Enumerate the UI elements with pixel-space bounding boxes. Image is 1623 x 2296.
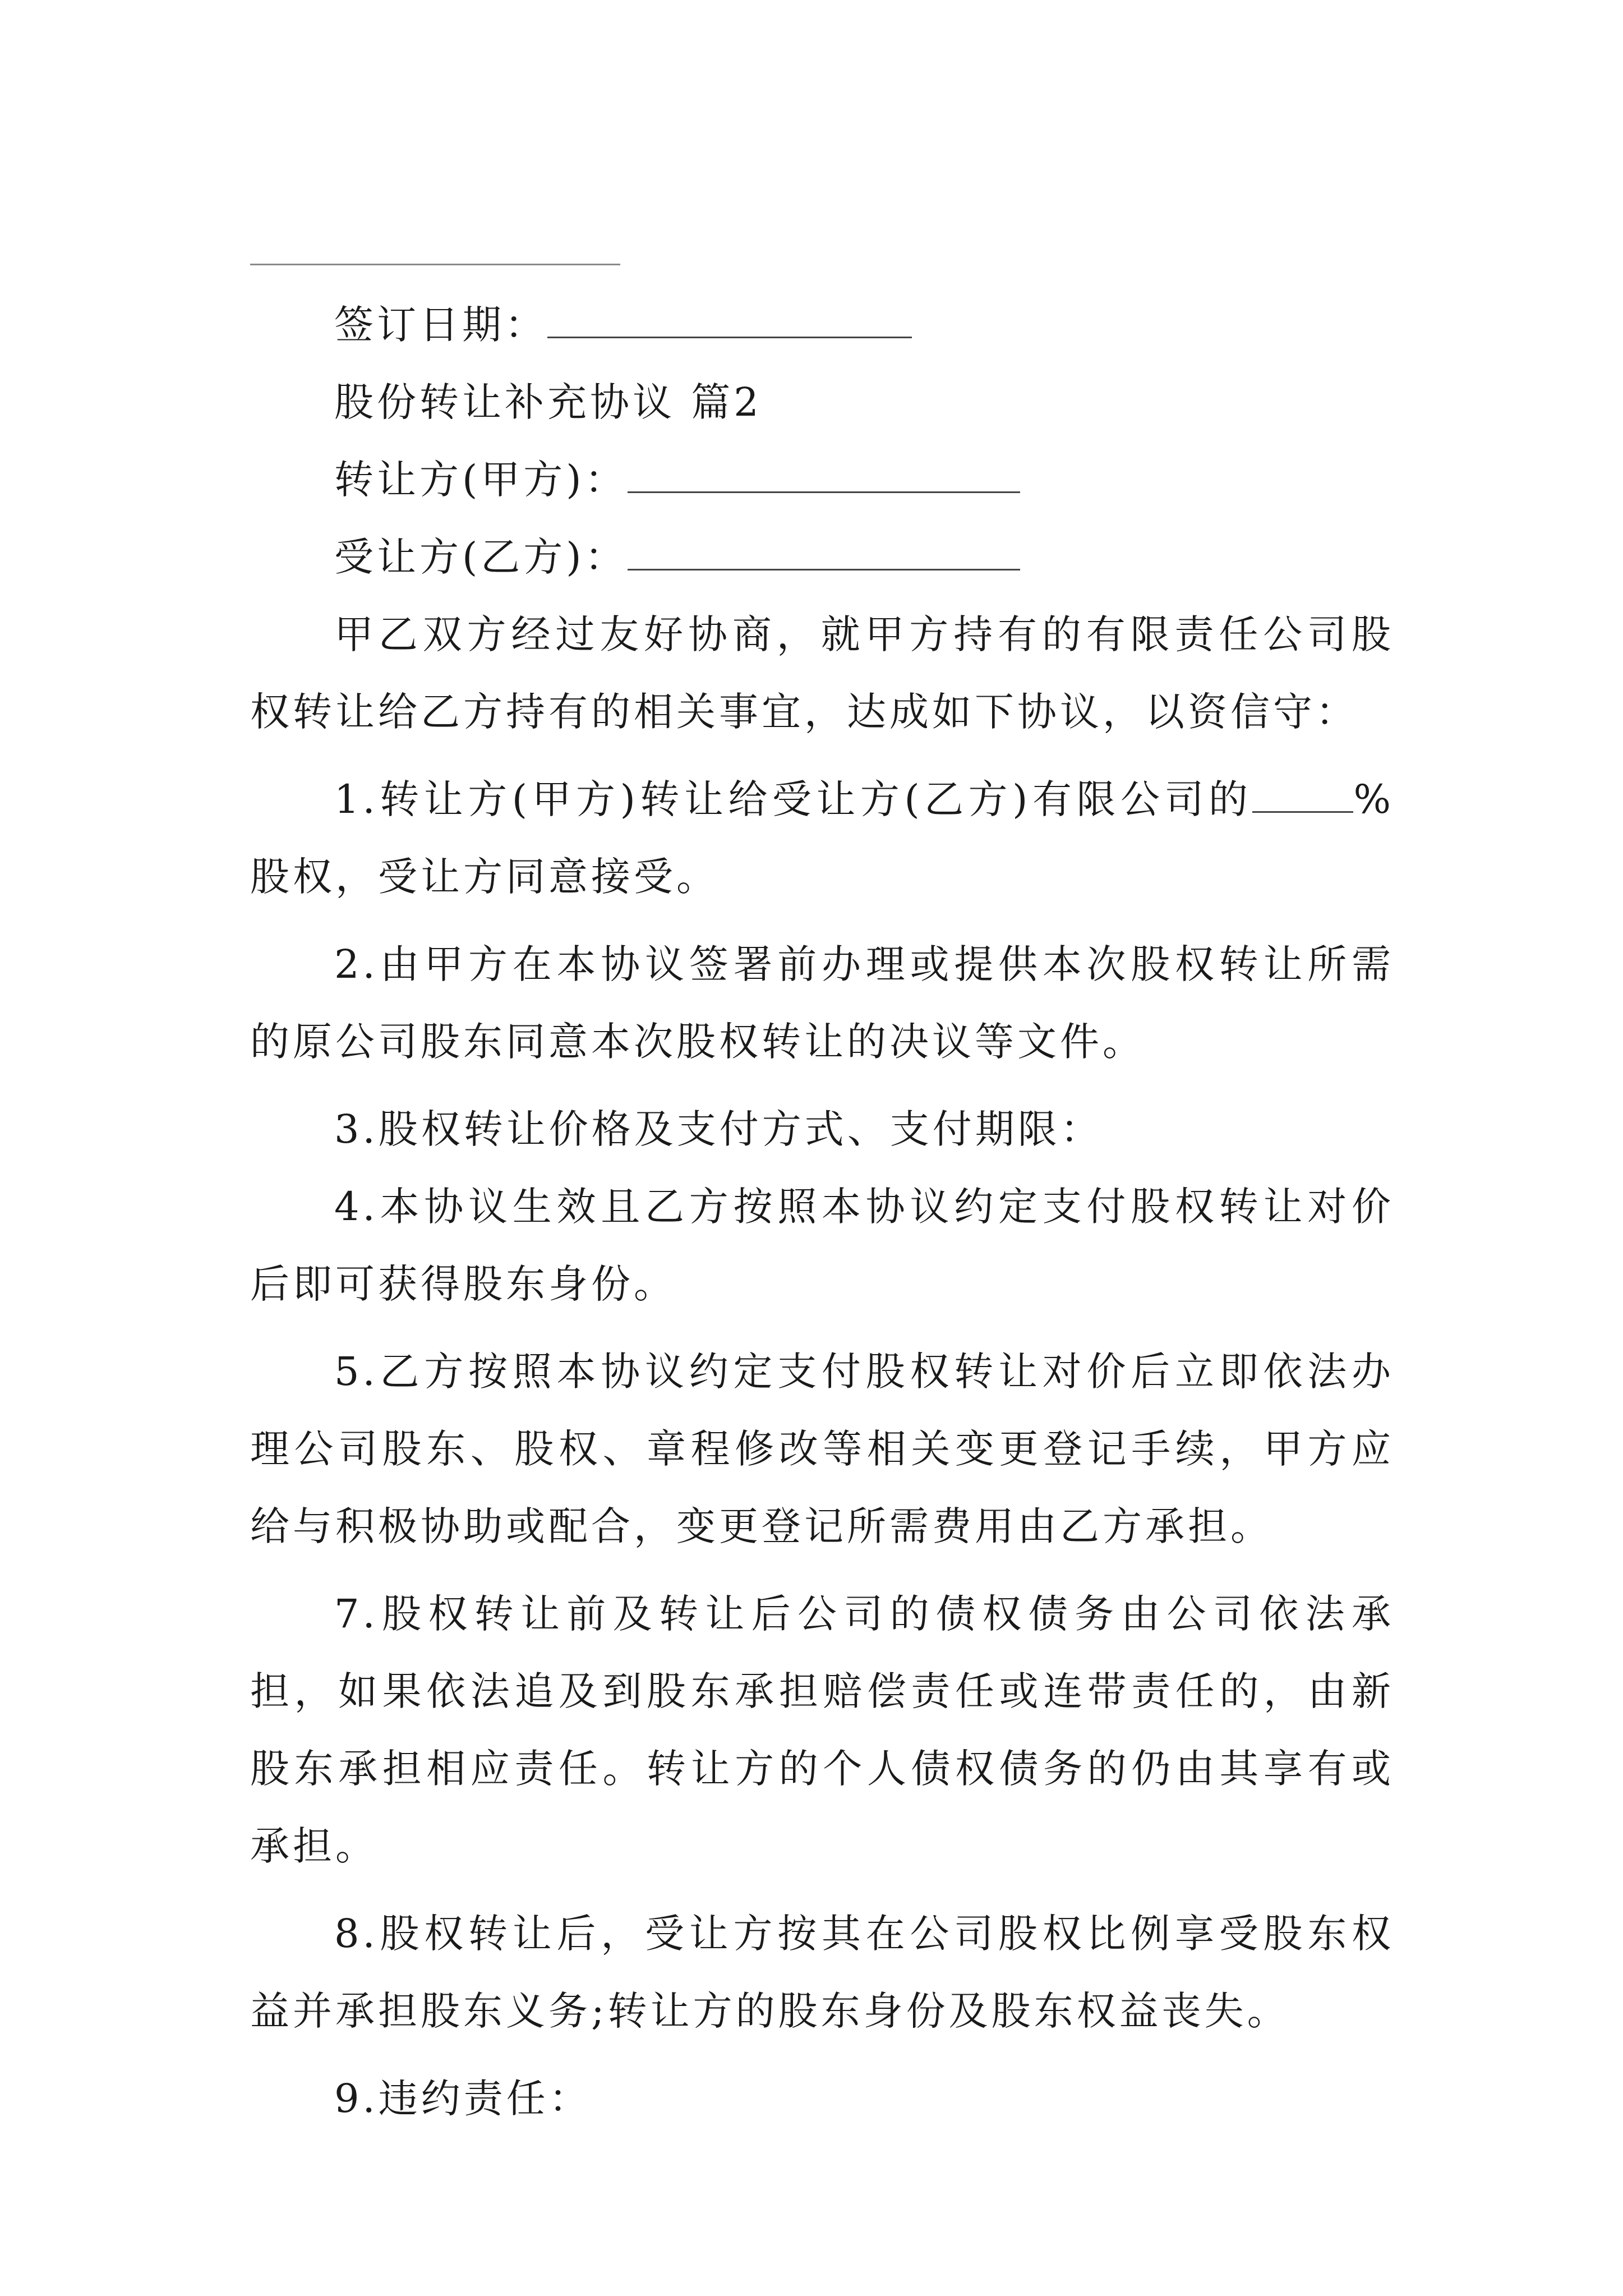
sign-date-label: 签订日期： (334, 302, 547, 348)
clause-9: 9.违约责任： (334, 2076, 592, 2122)
clause-2: 2.由甲方在本协议签署前办理或提供本次股权转让所需的原公司股东同意本次股权转让的决议等文件。 (250, 941, 1394, 1065)
transferor-line (250, 441, 1394, 518)
clause-1-text-a: 1.转让方(甲方)转让给受让方(乙方)有限公司的 (334, 776, 1253, 822)
transferee-label: 受让方(乙方)： (334, 534, 628, 580)
percent-blank (1252, 772, 1353, 813)
section-title: 股份转让补充协议 篇2 (334, 379, 762, 425)
top-divider (250, 264, 620, 265)
transferor-blank (628, 452, 1020, 493)
sign-date-line (250, 286, 1394, 364)
sign-date-blank (547, 297, 912, 338)
transferee-line (250, 518, 1394, 596)
clause-1 (250, 761, 1394, 915)
transferee-blank (628, 530, 1020, 570)
intro-paragraph: 甲乙双方经过友好协商，就甲方持有的有限责任公司股权转让给乙方持有的相关事宜，达成如下协议，以资信守： (250, 611, 1394, 735)
document-body (250, 286, 1394, 2137)
clause-1-text-b: %股权，受让方同意接受。 (250, 776, 1394, 900)
clause-4: 4.本协议生效且乙方按照本协议约定支付股权转让对价后即可获得股东身份。 (250, 1184, 1394, 1307)
clause-7: 7.股权转让前及转让后公司的债权债务由公司依法承担，如果依法追及到股东承担赔偿责任或连带责任的，由新股东承担相应责任。转让方的个人债权债务的仍由其享有或承担。 (250, 1591, 1394, 1869)
clause-5: 5.乙方按照本协议约定支付股权转让对价后立即依法办理公司股东、股权、章程修改等相关变更登记手续，甲方应给与积极协助或配合，变更登记所需费用由乙方承担。 (250, 1349, 1394, 1549)
transferor-label: 转让方(甲方)： (334, 457, 628, 503)
clause-8: 8.股权转让后，受让方按其在公司股权比例享受股东权益并承担股东义务;转让方的股东身份及股东权益丧失。 (250, 1911, 1394, 2034)
clause-3: 3.股权转让价格及支付方式、支付期限： (334, 1106, 1103, 1152)
